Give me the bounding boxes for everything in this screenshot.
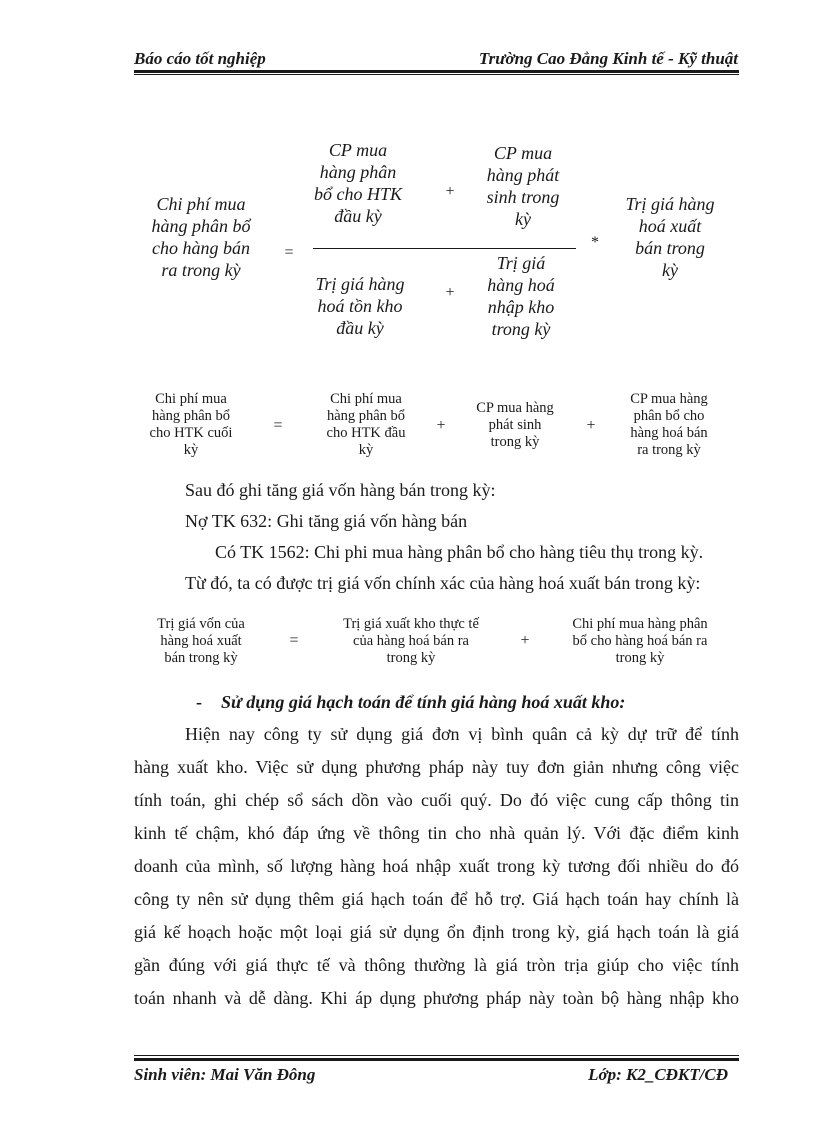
formula2-plus1: + xyxy=(436,417,446,434)
paragraph-line-9: toán nhanh và dễ dàng. Khi áp dụng phương pháp này toàn bộ hàng nhập kho xyxy=(134,988,739,1008)
paragraph-line-3: tính toán, ghi chép sổ sách dồn vào cuối quý. Do đó việc cung cấp thông tin xyxy=(134,790,739,810)
formula2-equals: = xyxy=(273,417,283,434)
formula1-denominator-b: Trị giá hàng hoá nhập kho trong kỳ xyxy=(487,253,555,339)
formula1-numerator-b: CP mua hàng phát sinh trong kỳ xyxy=(486,143,560,229)
formula1-rhs: Trị giá hàng hoá xuất bán trong kỳ xyxy=(625,194,715,280)
paragraph-line-2: hàng xuất kho. Việc sử dụng phương pháp này tuy đơn giản nhưng công việc xyxy=(134,757,739,777)
formula2-term4: CP mua hàng phân bổ cho hàng hoá bán ra trong kỳ xyxy=(630,391,708,458)
section-title: Sử dụng giá hạch toán để tính giá hàng hoá xuất kho: xyxy=(221,692,626,712)
formula2-term3: CP mua hàng phát sinh trong kỳ xyxy=(476,400,554,450)
paragraph-line-7: giá kế hoạch hoặc một loại giá sử dụng ổn định trong kỳ, giá hạch toán là giá xyxy=(134,922,739,942)
header-rule-thick xyxy=(134,70,739,73)
text-line-1: Sau đó ghi tăng giá vốn hàng bán trong kỳ: xyxy=(185,480,496,500)
formula3-plus: + xyxy=(520,632,530,649)
footer-left: Sinh viên: Mai Văn Đông xyxy=(134,1065,316,1084)
formula1-denominator-a: Trị giá hàng hoá tồn kho đầu kỳ xyxy=(315,274,405,338)
formula3-term1: Trị giá vốn của hàng hoá xuất bán trong kỳ xyxy=(157,616,245,666)
footer-right: Lớp: K2_CĐKT/CĐ xyxy=(588,1065,728,1084)
paragraph-line-6: công ty nên sử dụng thêm giá hạch toán để hỗ trợ. Giá hạch toán hay chính là xyxy=(134,889,739,909)
formula1-equals: = xyxy=(284,244,294,261)
footer-rule-thin xyxy=(134,1055,739,1056)
formula2-plus2: + xyxy=(586,417,596,434)
paragraph-line-4: kinh tế chậm, khó đáp ứng về thông tin cho nhà quản lý. Với đặc điểm kinh xyxy=(134,823,739,843)
header-rule-thin xyxy=(134,74,739,75)
formula1-denominator-plus: + xyxy=(445,284,455,301)
header-left: Báo cáo tốt nghiệp xyxy=(134,49,266,68)
paragraph-line-5: doanh của mình, số lượng hàng hoá nhập xuất trong kỳ tương đối nhiều do đó xyxy=(134,856,739,876)
formula1-numerator-a: CP mua hàng phân bổ cho HTK đầu kỳ xyxy=(313,140,402,226)
header-right: Trường Cao Đẳng Kinh tế - Kỹ thuật xyxy=(478,49,738,68)
text-line-3: Có TK 1562: Chi phi mua hàng phân bổ cho hàng tiêu thụ trong kỳ. xyxy=(215,542,704,562)
paragraph-line-8: gần đúng với giá thực tế và thông thường là giá tròn trịa giúp cho việc tính xyxy=(134,955,739,975)
formula1-lhs: Chi phí mua hàng phân bổ cho hàng bán ra trong kỳ xyxy=(151,194,251,280)
formula3-term2: Trị giá xuất kho thực tế của hàng hoá bán ra trong kỳ xyxy=(343,616,479,666)
formula1-times: * xyxy=(591,234,599,251)
section-dash: - xyxy=(196,692,202,712)
footer-rule-thick xyxy=(134,1058,739,1061)
paragraph-line-1: Hiện nay công ty sử dụng giá đơn vị bình quân cả kỳ dự trữ để tính xyxy=(185,724,739,744)
formula1-numerator-plus: + xyxy=(445,183,455,200)
formula1-fraction-bar xyxy=(313,248,576,249)
formula2-term1: Chi phí mua hàng phân bổ cho HTK cuối kỳ xyxy=(149,391,233,458)
formula3-term3: Chi phí mua hàng phân bổ cho hàng hoá bán ra trong kỳ xyxy=(572,616,708,666)
text-line-2: Nợ TK 632: Ghi tăng giá vốn hàng bán xyxy=(185,511,468,531)
formula3-equals: = xyxy=(289,632,299,649)
formula2-term2: Chi phí mua hàng phân bổ cho HTK đầu kỳ xyxy=(326,391,406,458)
text-line-4: Từ đó, ta có được trị giá vốn chính xác của hàng hoá xuất bán trong kỳ: xyxy=(185,573,701,593)
